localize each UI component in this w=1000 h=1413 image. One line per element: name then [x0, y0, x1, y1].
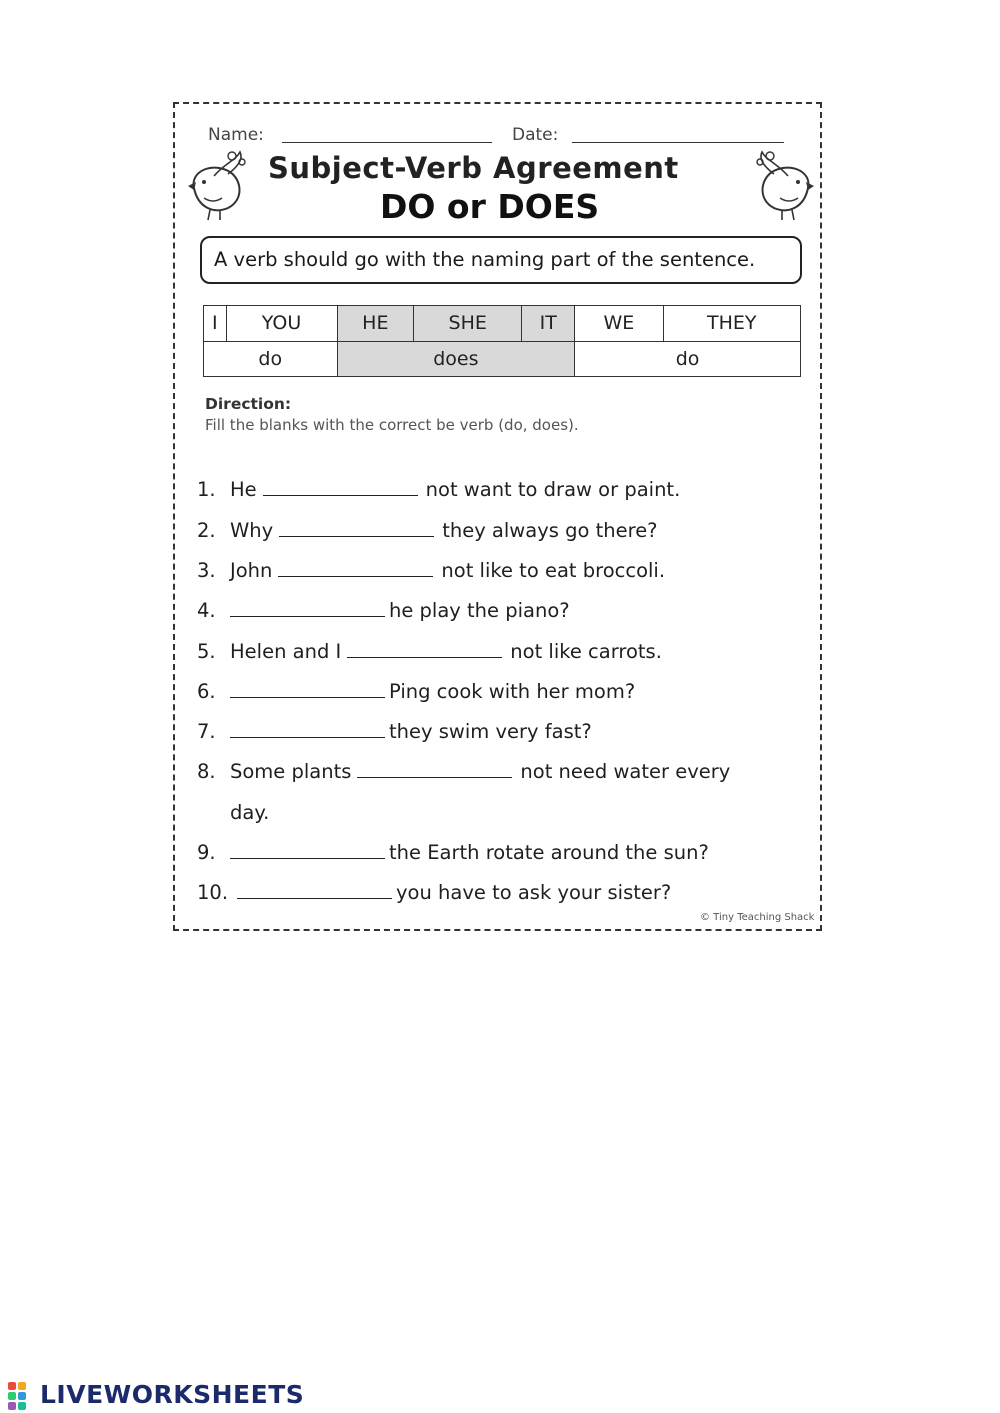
pronoun-cell: IT	[522, 306, 575, 342]
verb-cell: do	[575, 341, 801, 377]
pronoun-cell: THEY	[663, 306, 800, 342]
date-field[interactable]	[572, 142, 784, 143]
answer-blank[interactable]	[230, 600, 385, 617]
answer-blank[interactable]	[357, 761, 512, 778]
question-before: Some plants	[230, 760, 352, 783]
page-subtitle: DO or DOES	[380, 187, 600, 226]
question-number: 2.	[197, 519, 216, 542]
question-after: not like to eat broccoli.	[441, 559, 666, 582]
question-after: they swim very fast?	[389, 720, 592, 743]
question-number: 9.	[197, 841, 216, 864]
answer-blank[interactable]	[279, 520, 434, 537]
question-item	[197, 559, 665, 582]
verb-cell: do	[204, 341, 338, 377]
question-item	[197, 640, 662, 663]
question-after: not need water every	[520, 760, 731, 783]
answer-blank[interactable]	[230, 842, 385, 859]
question-number: 4.	[197, 599, 216, 622]
question-item	[197, 760, 730, 783]
question-after: Ping cook with her mom?	[389, 680, 636, 703]
question-item	[197, 720, 592, 743]
answer-blank[interactable]	[237, 882, 392, 899]
liveworksheets-logo-icon	[7, 1381, 37, 1411]
direction-text: Fill the blanks with the correct be verb (do, does).	[205, 416, 579, 434]
conjugation-table	[203, 305, 801, 377]
question-number: 7.	[197, 720, 216, 743]
question-after: they always go there?	[442, 519, 658, 542]
answer-blank[interactable]	[230, 721, 385, 738]
question-number: 5.	[197, 640, 216, 663]
question-item	[197, 881, 671, 904]
verb-cell: does	[337, 341, 575, 377]
pronoun-cell: I	[204, 306, 227, 342]
question-number: 10.	[197, 881, 229, 904]
name-field[interactable]	[282, 142, 492, 143]
question-before: Why	[230, 519, 274, 542]
question-before: John	[230, 559, 273, 582]
verb-row	[204, 341, 801, 377]
question-number: 8.	[197, 760, 216, 783]
question-number: 1.	[197, 478, 216, 501]
pronoun-cell: WE	[575, 306, 663, 342]
question-item	[197, 478, 680, 501]
question-item	[197, 599, 570, 622]
question-number: 3.	[197, 559, 216, 582]
name-label: Name:	[208, 125, 264, 145]
question-before: He	[230, 478, 257, 501]
answer-blank[interactable]	[278, 560, 433, 577]
footer-logo-text[interactable]: LIVEWORKSHEETS	[40, 1380, 305, 1409]
bird-icon	[180, 148, 266, 228]
question-item	[197, 519, 658, 542]
answer-blank[interactable]	[347, 641, 502, 658]
question-continuation: day.	[230, 801, 270, 824]
pronoun-cell: HE	[337, 306, 414, 342]
question-after: not want to draw or paint.	[425, 478, 681, 501]
pronoun-row	[204, 306, 801, 342]
answer-blank[interactable]	[263, 479, 418, 496]
question-after: the Earth rotate around the sun?	[389, 841, 709, 864]
question-after: you have to ask your sister?	[396, 881, 672, 904]
pronoun-cell: SHE	[414, 306, 522, 342]
bird-icon	[736, 148, 822, 228]
answer-blank[interactable]	[230, 681, 385, 698]
question-item	[197, 841, 709, 864]
question-after: not like carrots.	[510, 640, 662, 663]
pronoun-cell: YOU	[226, 306, 337, 342]
question-item	[197, 680, 635, 703]
question-after: he play the piano?	[389, 599, 570, 622]
direction-heading: Direction:	[205, 395, 292, 413]
worksheet-border	[173, 102, 822, 931]
rule-box: A verb should go with the naming part of the sentence.	[200, 236, 802, 284]
question-before: Helen and I	[230, 640, 342, 663]
question-number: 6.	[197, 680, 216, 703]
copyright-text: © Tiny Teaching Shack	[700, 912, 815, 923]
date-label: Date:	[512, 125, 559, 145]
page-title: Subject-Verb Agreement	[268, 151, 679, 185]
